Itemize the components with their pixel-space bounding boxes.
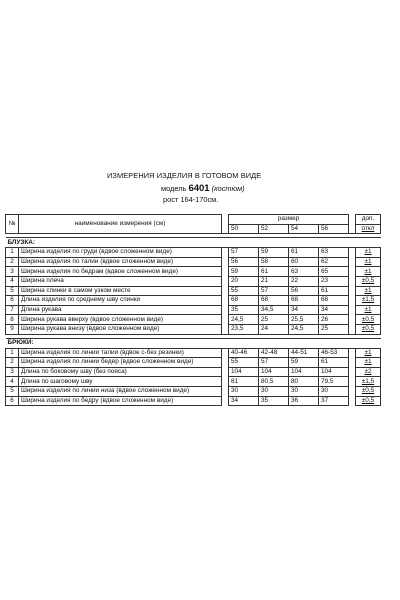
row-value: 30 <box>259 386 289 396</box>
row-value: 59 <box>259 248 289 258</box>
section-title-row <box>6 238 381 248</box>
header-size: размер <box>229 215 349 225</box>
table-row <box>6 386 381 396</box>
row-tolerance: ±1 <box>364 306 372 314</box>
row-gap <box>222 276 229 286</box>
row-value: 30 <box>229 386 259 396</box>
measurements-table <box>5 214 381 406</box>
row-value: 57 <box>229 248 259 258</box>
row-tolerance: ±0,5 <box>361 315 375 323</box>
table-row <box>6 377 381 387</box>
row-value: 104 <box>319 367 349 377</box>
row-tolerance: ±0,5 <box>361 277 375 285</box>
row-gap <box>349 367 356 377</box>
row-value: 61 <box>319 358 349 368</box>
row-value: 24,5 <box>289 324 319 334</box>
row-value: 20 <box>229 276 259 286</box>
row-value: 61 <box>289 248 319 258</box>
row-value: 60 <box>289 257 319 267</box>
row-gap <box>222 396 229 406</box>
row-gap <box>222 305 229 315</box>
size-50: 50 <box>229 224 259 234</box>
table-header-row <box>6 215 381 225</box>
row-gap <box>349 286 356 296</box>
row-number: 8 <box>6 315 19 325</box>
row-number: 9 <box>6 324 19 334</box>
row-tolerance: ±0,5 <box>361 396 375 404</box>
row-value: 34 <box>229 396 259 406</box>
row-gap <box>349 377 356 387</box>
section-title: БРЮКИ: <box>6 338 381 348</box>
row-number: 2 <box>6 358 19 368</box>
row-tolerance: ±1 <box>364 248 372 256</box>
table-row <box>6 296 381 306</box>
row-value: 104 <box>229 367 259 377</box>
row-value: 68 <box>289 296 319 306</box>
row-value: 56 <box>229 257 259 267</box>
row-value: 21 <box>259 276 289 286</box>
row-value: 79,5 <box>319 377 349 387</box>
row-value: 68 <box>229 296 259 306</box>
row-value: 30 <box>319 386 349 396</box>
row-value: 25 <box>319 324 349 334</box>
row-value: 59 <box>229 267 259 277</box>
table-row <box>6 324 381 334</box>
row-gap <box>349 305 356 315</box>
row-value: 23,5 <box>229 324 259 334</box>
row-value: 61 <box>319 286 349 296</box>
row-gap <box>349 315 356 325</box>
row-measurement-name: Ширина изделия по линии талии (вдвое с-без резинки) <box>19 348 222 358</box>
row-value: 40-46 <box>229 348 259 358</box>
row-gap <box>222 296 229 306</box>
row-value: 62 <box>319 257 349 267</box>
table-row <box>6 367 381 377</box>
header-number: № <box>6 215 19 234</box>
row-value: 37 <box>319 396 349 406</box>
table-row <box>6 348 381 358</box>
row-number: 6 <box>6 296 19 306</box>
row-value: 34 <box>289 305 319 315</box>
row-gap <box>222 377 229 387</box>
table-row <box>6 267 381 277</box>
row-gap <box>222 348 229 358</box>
model-number: 6401 <box>188 183 210 194</box>
row-value: 80 <box>289 377 319 387</box>
row-gap <box>222 367 229 377</box>
row-measurement-name: Длина изделия по среднему шву спинки <box>19 296 222 306</box>
row-number: 3 <box>6 367 19 377</box>
row-gap <box>349 248 356 258</box>
row-measurement-name: Длина по шаговому шву <box>19 377 222 387</box>
row-value: 25 <box>259 315 289 325</box>
row-gap <box>222 286 229 296</box>
row-value: 34,5 <box>259 305 289 315</box>
row-measurement-name: Ширина изделия по бедру (вдвое сложенном виде) <box>19 396 222 406</box>
row-number: 4 <box>6 276 19 286</box>
row-measurement-name: Длина по боковому шву (без пояса) <box>19 367 222 377</box>
row-value: 63 <box>289 267 319 277</box>
row-value: 36 <box>289 396 319 406</box>
row-gap <box>222 315 229 325</box>
row-value: 104 <box>289 367 319 377</box>
section-title: БЛУЗКА: <box>6 238 381 248</box>
row-value: 80,5 <box>259 377 289 387</box>
row-tolerance: ±1,5 <box>361 296 375 304</box>
row-gap <box>349 296 356 306</box>
row-value: 35 <box>259 396 289 406</box>
row-gap <box>222 358 229 368</box>
row-gap <box>349 396 356 406</box>
header-tolerance: доп. <box>356 215 381 225</box>
row-tolerance: ±0,5 <box>361 387 375 395</box>
row-measurement-name: Ширина рукава вверху (вдвое сложенном виде) <box>19 315 222 325</box>
row-value: 30 <box>289 386 319 396</box>
row-measurement-name: Ширина рукава внизу (вдвое сложенном виде) <box>19 324 222 334</box>
row-number: 7 <box>6 305 19 315</box>
row-gap <box>349 267 356 277</box>
row-value: 65 <box>319 267 349 277</box>
row-value: 58 <box>259 257 289 267</box>
row-number: 6 <box>6 396 19 406</box>
header-tolerance-sub: откл <box>356 224 381 234</box>
table-row <box>6 396 381 406</box>
row-tolerance: ±1 <box>364 258 372 266</box>
row-value: 57 <box>259 358 289 368</box>
model-prefix: модель <box>161 184 187 193</box>
row-value: 22 <box>289 276 319 286</box>
table-row <box>6 276 381 286</box>
row-gap <box>349 276 356 286</box>
row-value: 68 <box>259 296 289 306</box>
row-number: 2 <box>6 257 19 267</box>
row-number: 5 <box>6 386 19 396</box>
row-measurement-name: Ширина изделия по линии низа (вдвое сложенном виде) <box>19 386 222 396</box>
row-measurement-name: Ширина изделия по линии бедер (вдвое сложенном виде) <box>19 358 222 368</box>
table-row <box>6 248 381 258</box>
row-tolerance: ±2 <box>364 368 372 376</box>
header-gap <box>222 215 229 234</box>
row-measurement-name: Длина рукава <box>19 305 222 315</box>
row-number: 5 <box>6 286 19 296</box>
row-tolerance: ±1 <box>364 267 372 275</box>
row-tolerance: ±0,5 <box>361 325 375 333</box>
row-value: 42-48 <box>259 348 289 358</box>
table-row <box>6 257 381 267</box>
row-value: 63 <box>319 248 349 258</box>
row-value: 55 <box>229 358 259 368</box>
row-measurement-name: Ширина плеча <box>19 276 222 286</box>
row-value: 24,5 <box>229 315 259 325</box>
size-56: 56 <box>319 224 349 234</box>
model-line <box>161 183 245 194</box>
row-tolerance: ±1 <box>364 286 372 294</box>
row-number: 1 <box>6 248 19 258</box>
table-row <box>6 286 381 296</box>
row-value: 25,5 <box>289 315 319 325</box>
section-title-row <box>6 338 381 348</box>
row-tolerance: ±1 <box>364 358 372 366</box>
size-52: 52 <box>259 224 289 234</box>
row-value: 26 <box>319 315 349 325</box>
size-54: 54 <box>289 224 319 234</box>
row-measurement-name: Ширина изделия по бедрам (вдвое сложенном виде) <box>19 267 222 277</box>
row-gap <box>349 386 356 396</box>
row-gap <box>222 267 229 277</box>
row-measurement-name: Ширина спинки в самом узком месте <box>19 286 222 296</box>
row-value: 24 <box>259 324 289 334</box>
row-measurement-name: Ширина изделия по талии (вдвое сложенном виде) <box>19 257 222 267</box>
document-title: ИЗМЕРЕНИЯ ИЗДЕЛИЯ В ГОТОВОМ ВИДЕ <box>107 171 262 180</box>
row-gap <box>349 257 356 267</box>
row-value: 61 <box>259 267 289 277</box>
row-value: 57 <box>259 286 289 296</box>
row-measurement-name: Ширина изделия по груди (вдвое сложенном виде) <box>19 248 222 258</box>
row-number: 1 <box>6 348 19 358</box>
row-value: 68 <box>319 296 349 306</box>
row-value: 104 <box>259 367 289 377</box>
table-row <box>6 358 381 368</box>
row-gap <box>349 348 356 358</box>
row-value: 34 <box>319 305 349 315</box>
row-number: 3 <box>6 267 19 277</box>
row-gap <box>222 386 229 396</box>
row-number: 4 <box>6 377 19 387</box>
table-row <box>6 315 381 325</box>
row-gap <box>222 257 229 267</box>
model-suffix: (костюм) <box>211 184 245 193</box>
row-value: 81 <box>229 377 259 387</box>
header-measurement-name: наименование измерения (см) <box>19 215 222 234</box>
header-gap <box>349 215 356 234</box>
row-gap <box>349 324 356 334</box>
row-gap <box>222 248 229 258</box>
row-value: 46-53 <box>319 348 349 358</box>
row-value: 56 <box>289 286 319 296</box>
row-value: 35 <box>229 305 259 315</box>
row-gap <box>349 358 356 368</box>
row-value: 59 <box>289 358 319 368</box>
row-tolerance: ±1 <box>364 348 372 356</box>
row-value: 55 <box>229 286 259 296</box>
row-gap <box>222 324 229 334</box>
row-tolerance: ±1,5 <box>361 377 375 385</box>
row-value: 44-51 <box>289 348 319 358</box>
growth-line: рост 164-170см. <box>163 195 219 204</box>
row-value: 23 <box>319 276 349 286</box>
table-row <box>6 305 381 315</box>
